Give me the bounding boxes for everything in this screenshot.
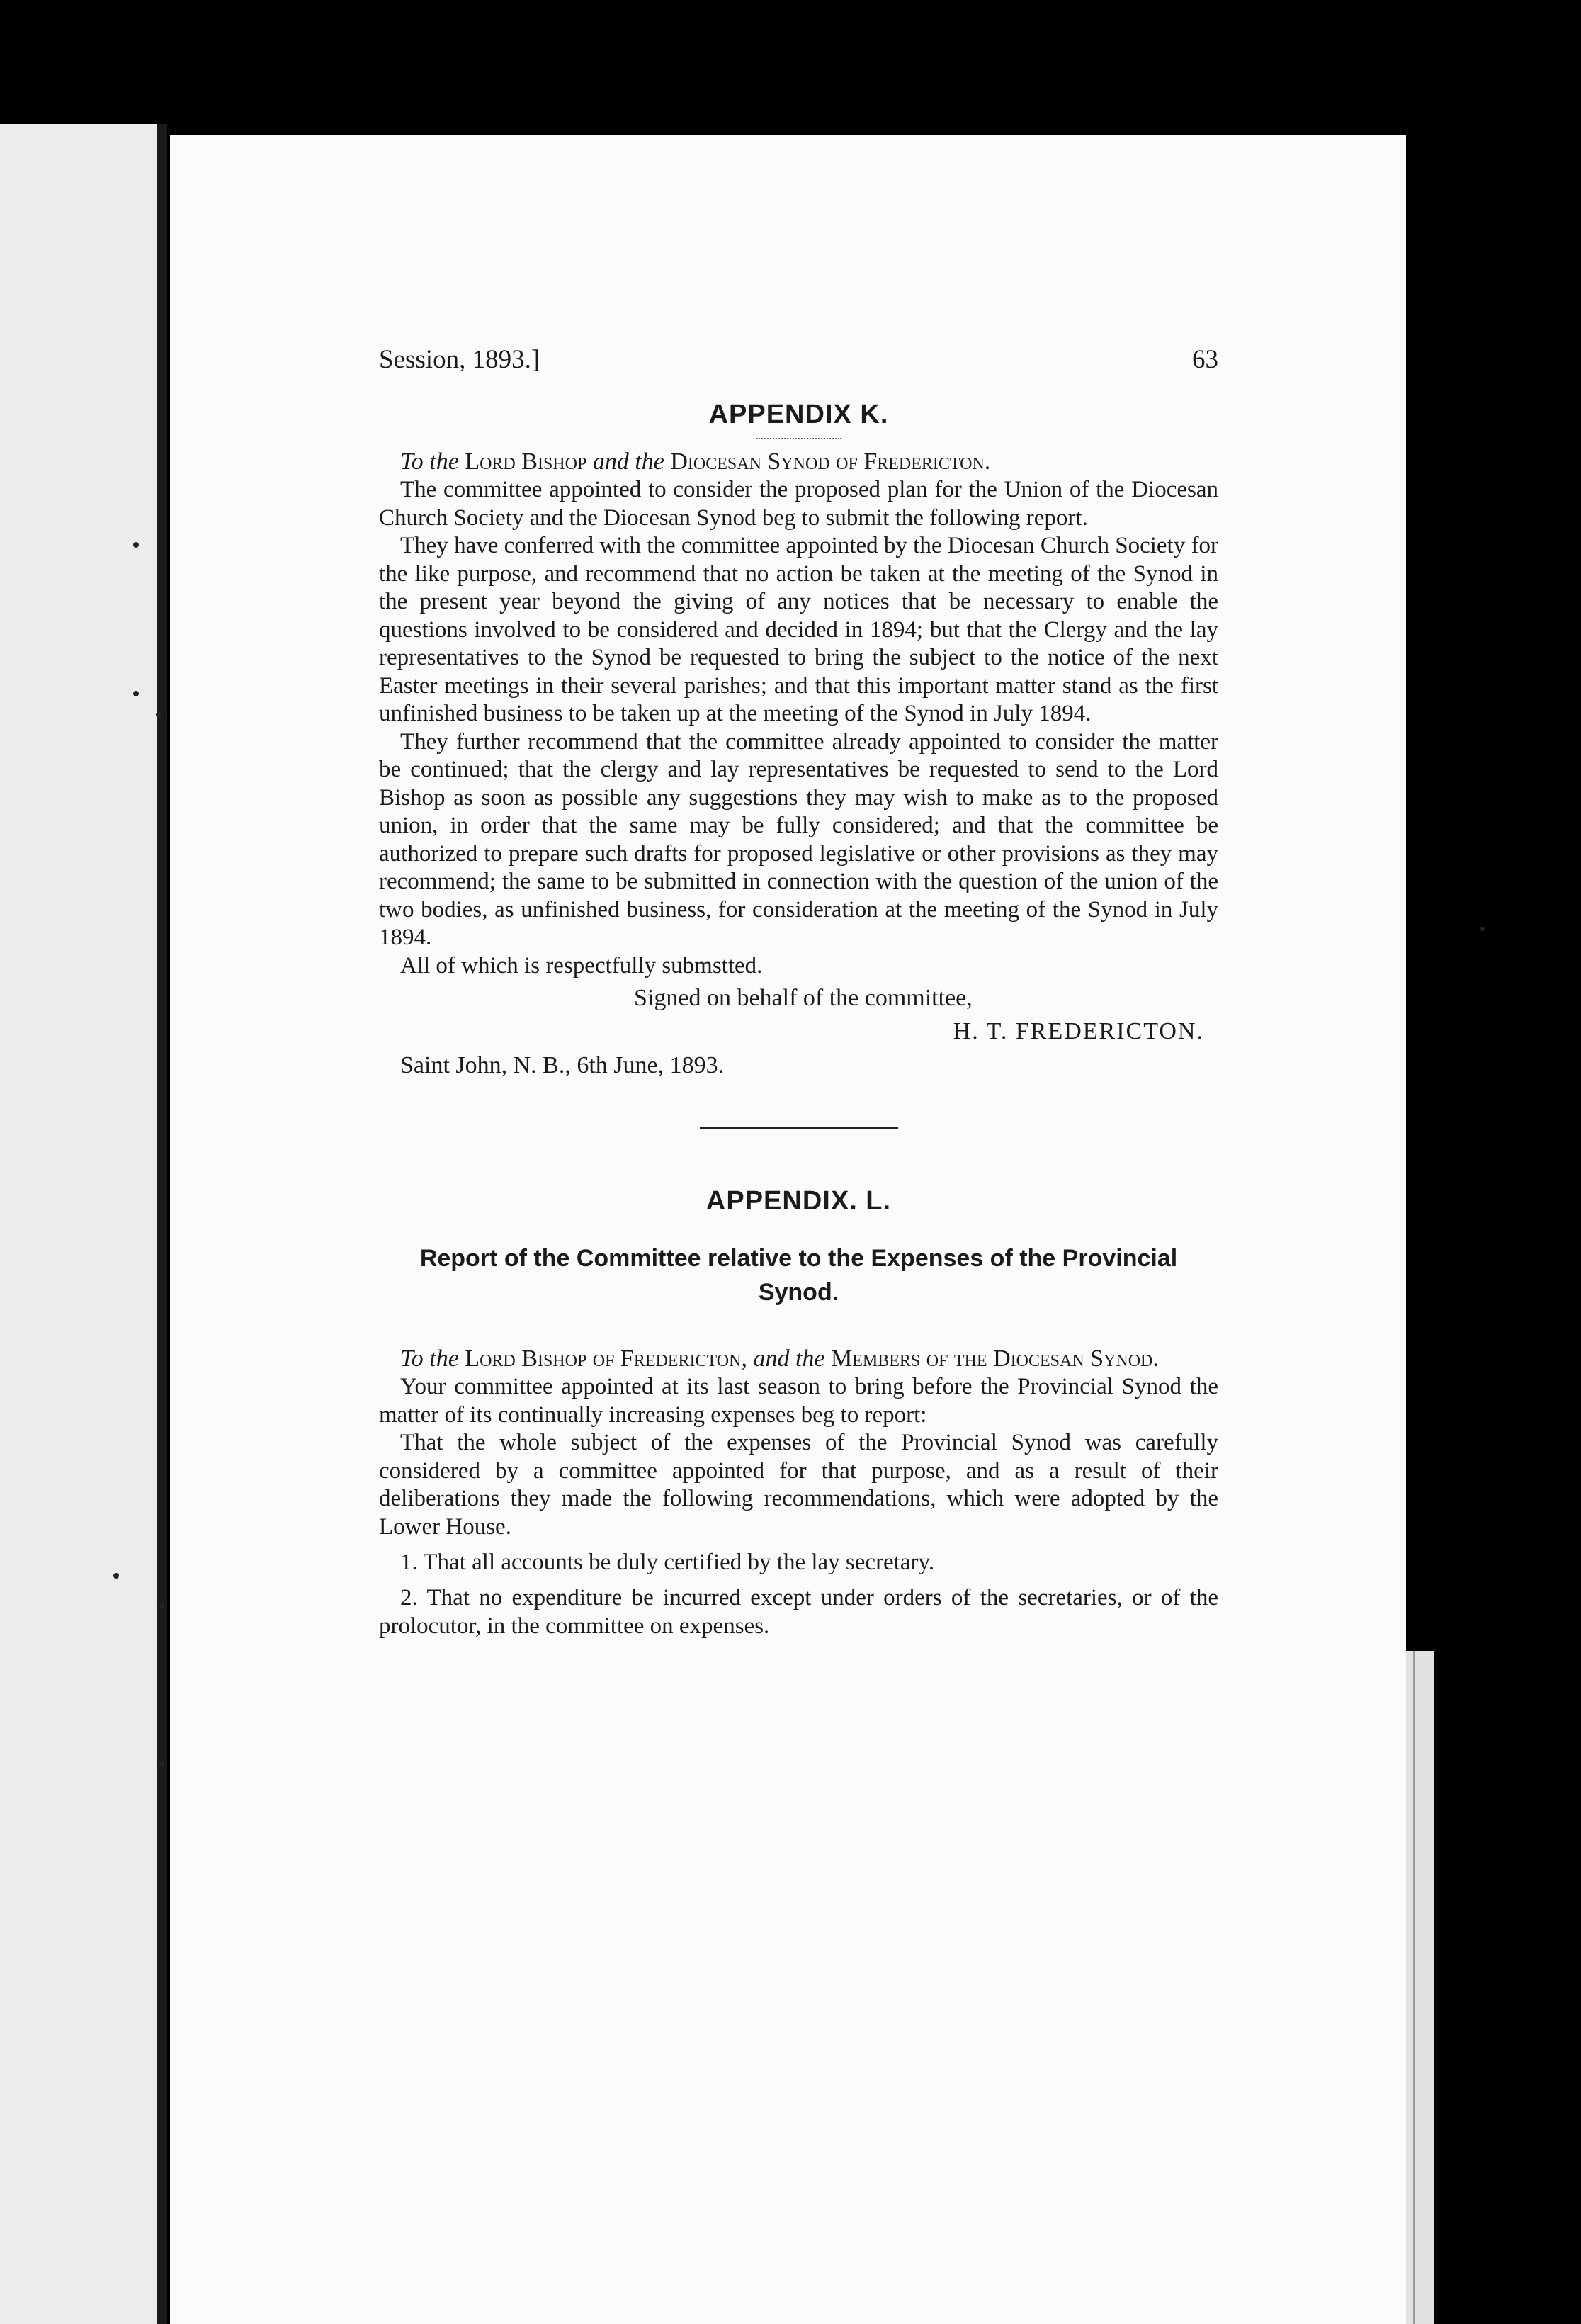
report-title: Report of the Committee relative to the Expenses of the Provincial Synod. xyxy=(419,1245,1178,1306)
paragraph: All of which is respectfully submstted. xyxy=(400,952,763,978)
running-head xyxy=(379,339,1218,381)
paragraph: The committee appointed to consider the proposed plan for the Union of the Diocesan Church Society and the Diocesan Synod beg to submit the following report. xyxy=(379,477,1218,531)
section-divider xyxy=(700,1127,898,1129)
margin-speck xyxy=(156,712,162,718)
margin-speck xyxy=(133,691,139,696)
appendix-l-title: APPENDIX. L. xyxy=(706,1186,892,1216)
appendix-l-address xyxy=(379,1345,1218,1373)
document-page-lower xyxy=(170,1700,1424,2324)
address-part: and the xyxy=(753,1346,825,1372)
paragraph: That the whole subject of the expenses of the Provincial Synod was carefully considered by a committee appointed for that purpose, and as a result of their deliberations they made the following recommendations, which were adopted by the Lower House. xyxy=(379,1430,1218,1540)
margin-speck xyxy=(159,1603,165,1608)
page-stack-line xyxy=(1413,1651,1415,2324)
appendix-k-address xyxy=(379,448,1218,476)
address-part: Lord Bishop xyxy=(465,449,587,475)
signed-line: Signed on behalf of the committee, xyxy=(634,985,973,1011)
place-date: Saint John, N. B., 6th June, 1893. xyxy=(400,1052,725,1078)
address-part: To the xyxy=(400,449,459,475)
book-gutter xyxy=(157,124,167,2324)
margin-speck xyxy=(133,542,139,548)
session-label: Session, 1893.] xyxy=(379,345,540,374)
list-item: 2. That no expenditure be incurred except under orders of the secretaries, or of the prolocutor, in the committee on expenses. xyxy=(379,1585,1218,1639)
address-part: Lord Bishop of Fredericton, xyxy=(465,1346,747,1372)
signer-name: H. T. FREDERICTON. xyxy=(953,1018,1204,1044)
margin-speck xyxy=(1480,927,1485,931)
title-rule xyxy=(756,438,842,439)
paragraph: They have conferred with the committee appointed by the Diocesan Church Society for the like purpose, and recommend that no action be taken at the meeting of the Synod in the present year beyond the giving of any notices that be necessary to enable the questions involved to be considered and decided in 1894; but that the Clergy and the lay representatives to the Synod be requested to bring the subject to the notice of the next Easter meetings in their several parishes; and that this important matter stand as the first unfinished business to be taken up at the meeting of the Synod in July 1894. xyxy=(379,533,1218,726)
margin-speck xyxy=(113,1573,119,1579)
page-number: 63 xyxy=(1192,345,1218,374)
address-part: To the xyxy=(400,1346,459,1372)
page-content xyxy=(379,339,1218,1640)
address-part: and the xyxy=(592,449,664,475)
page-stack-edge xyxy=(1406,1651,1434,2324)
address-part: Diocesan Synod of Fredericton. xyxy=(670,449,991,475)
list-item: 1. That all accounts be duly certified by the lay secretary. xyxy=(400,1550,935,1575)
paragraph: Your committee appointed at its last season to bring before the Provincial Synod the matter of its continually increasing expenses beg to report: xyxy=(379,1374,1218,1428)
left-facing-page xyxy=(0,124,157,2324)
margin-speck xyxy=(159,1761,165,1766)
paragraph: They further recommend that the committee already appointed to consider the matter be continued; that the clergy and lay representatives be requested to send to the Lord Bishop as soon as possible any suggestions they may wish to make as to the proposed union, in order that the same may be fully considered; and that the committee be authorized to prepare such drafts for proposed legislative or other provisions as they may recommend; the same to be submitted in connection with the question of the union of the two bodies, as unfinished business, for consideration at the meeting of the Synod in July 1894. xyxy=(379,728,1218,950)
address-part: Members of the Diocesan Synod. xyxy=(831,1346,1159,1372)
appendix-k-title: APPENDIX K. xyxy=(708,400,889,429)
